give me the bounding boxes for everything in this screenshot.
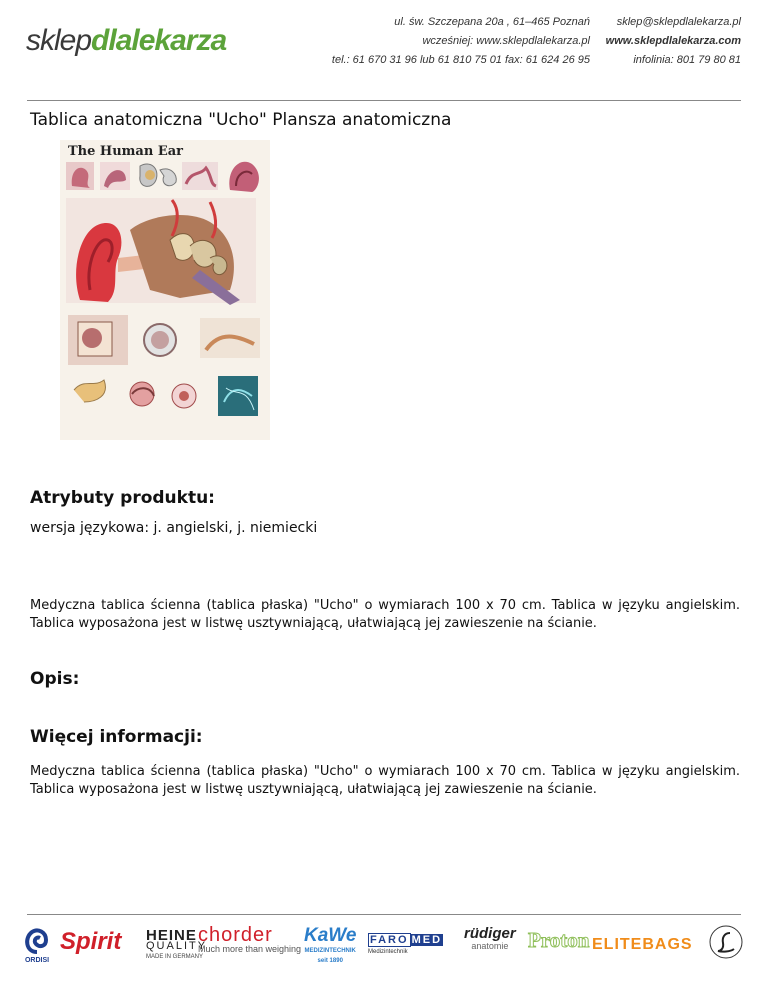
logo-part-dla: dla [91,24,132,57]
heine-made-in: MADE IN GERMANY [146,954,204,960]
address-line: wcześniej: www.sklepdlalekarza.pl [422,35,590,47]
site-logo[interactable] [26,24,226,58]
website-link[interactable]: www.sklepdlalekarza.com [605,35,741,47]
short-description: Medyczna tablica ścienna (tablica płaska) "Ucho" o wymiarach 100 x 70 cm. Tablica w języku angielskim. Tablica wyposażona jest w listwę usztywniającą, ułatwiającą jej zawieszenie na ścianie. [30,598,740,631]
image-title: The Human Ear [68,144,183,159]
brand-spirit[interactable]: Spirit [60,928,122,955]
product-image[interactable] [60,140,270,440]
header [0,0,768,100]
product-title: Tablica anatomiczna "Ucho" Plansza anatomiczna [30,110,452,130]
chorder-tagline: Much more than weighing [198,944,302,954]
description-heading: Opis: [30,669,80,689]
attributes-heading: Atrybuty produktu: [30,488,215,508]
heine-quality: QUALITY [146,940,208,952]
phone-line: tel.: 61 670 31 96 lub 61 810 75 01 fax: 61 624 26 95 [331,54,590,66]
rudiger-name: rüdiger [464,925,516,942]
header-divider [27,100,741,101]
email-link[interactable]: sklep@sklepdlalekarza.pl [616,16,741,28]
hotline-line: infolinia: 801 79 80 81 [633,54,741,66]
brand-ordisi[interactable] [20,926,54,964]
ordisi-label: ORDISI [24,957,50,964]
kawe-name: KaWe [304,925,357,946]
footer-divider [27,914,741,915]
brand-kawe[interactable] [304,926,356,966]
brand-rudiger[interactable] [464,925,516,952]
brand-littmann[interactable] [708,924,744,965]
brand-logos [20,922,748,972]
address-line: ul. św. Szczepana 20a , 61–465 Poznań [394,16,590,28]
heine-name: HEINE [146,927,197,944]
rudiger-sub: anatomie [471,941,509,951]
ordisi-swirl-icon [22,926,52,954]
faromed-sub: Medizintechnik [368,949,408,955]
logo-part-lekarza: lekarza [131,24,227,57]
logo-part-sklep: sklep [26,24,92,57]
faromed-med: MED [411,934,443,946]
ear-illustration [60,140,270,440]
contact-block [581,13,741,70]
brand-proton[interactable]: Proton [528,928,590,952]
address-block [310,13,590,70]
brand-faromed[interactable] [368,934,443,958]
chorder-name: chorder [198,924,273,946]
brand-chorder[interactable] [198,924,302,956]
language-attribute: wersja językowa: j. angielski, j. niemiecki [30,520,318,536]
littmann-seal-icon [708,924,744,960]
kawe-since: seit 1890 [317,958,343,964]
more-info-text: Medyczna tablica ścienna (tablica płaska) "Ucho" o wymiarach 100 x 70 cm. Tablica w języku angielskim. Tablica wyposażona jest w listwę usztywniającą, ułatwiającą jej zawieszenie na ścianie. [30,764,740,797]
brand-elitebags[interactable]: ELITEBAGS [592,936,693,953]
more-info-heading: Więcej informacji: [30,727,203,747]
kawe-sub: MEDIZINTECHNIK [304,948,356,954]
faromed-faro: FARO [370,934,409,946]
